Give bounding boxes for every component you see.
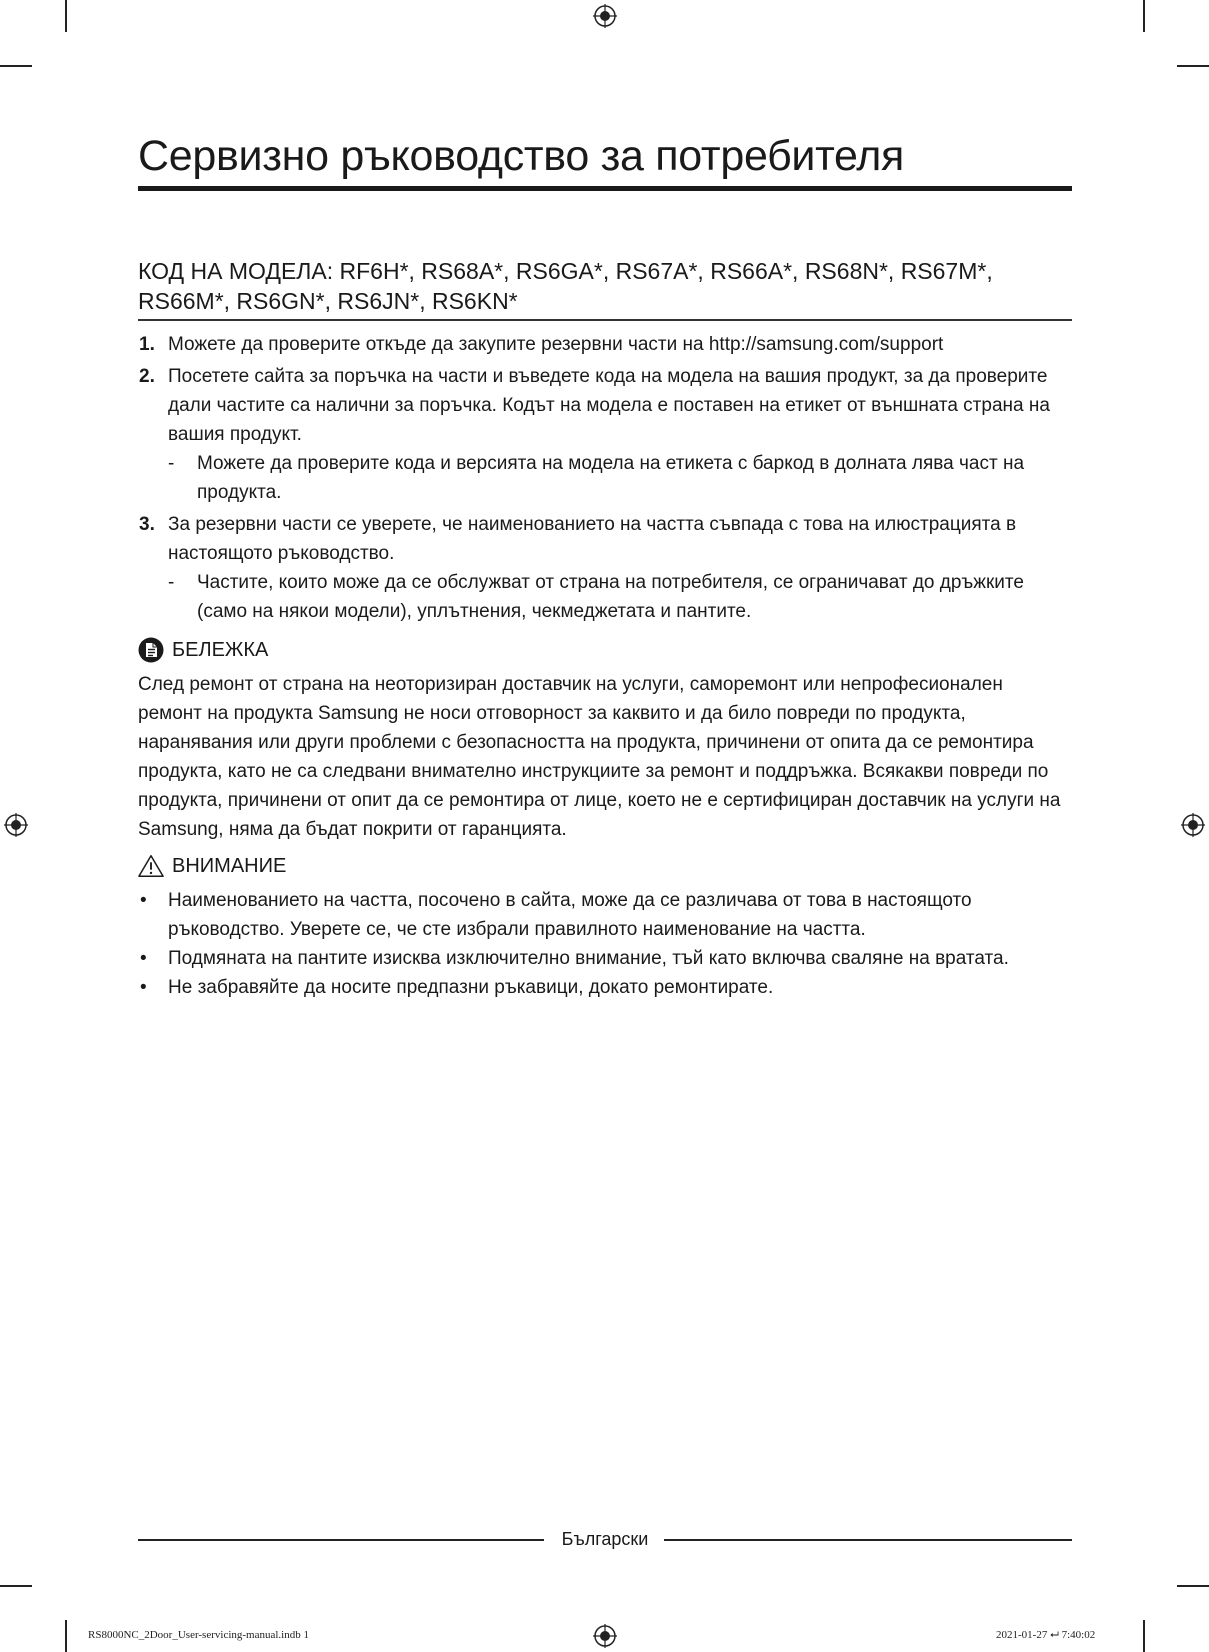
step-number: 1. (139, 334, 155, 355)
page-title: Сервизно ръководство за потребителя (138, 132, 904, 180)
step-subitem (168, 568, 1072, 626)
caution-list (138, 886, 1072, 1002)
title-divider (138, 186, 1072, 191)
caution-item (138, 886, 1072, 944)
step-number: 2. (139, 366, 155, 387)
steps-list (138, 330, 1072, 629)
step-item (138, 330, 1072, 359)
caution-heading-text: ВНИМАНИЕ (172, 855, 287, 877)
footer-language: Български (561, 1529, 649, 1549)
step-item (138, 362, 1072, 507)
crop-mark (1177, 65, 1209, 67)
sub-marker: - (168, 453, 175, 474)
registration-mark-icon (593, 4, 617, 28)
crop-mark (1143, 0, 1145, 32)
crop-mark (1177, 1585, 1209, 1587)
print-date-slug: 2021-01-27 ⮠ 7:40:02 (996, 1629, 1096, 1641)
step-subitem-text: Частите, които може да се обслужват от страна на потребителя, се ограничават до дръжките (само на някои модели), уплътнения, чекмеджетата и пантите. (197, 572, 1024, 622)
crop-mark (65, 1620, 67, 1652)
step-text: За резервни части се уверете, че наименованието на частта съвпада с това на илюстрацията в настоящото ръководство. (168, 514, 1017, 564)
crop-mark (65, 0, 67, 32)
step-item (138, 510, 1072, 626)
note-body: След ремонт от страна на неоторизиран доставчик на услуги, саморемонт или непрофесионален ремонт на продукта Samsung не носи отговорност за каквито и да било повреди по продукта, наранявания или други проблеми с безопасността на продукта, причинени от опита да се ремонтира продукта, като не са следвани внимателно инструкциите за ремонт и поддръжка. Всякакви повреди по продукта, причинени от опит да се ремонтира от лице, което не е сертифициран доставчик на услуги на Samsung, няма да бъдат покрити от гаранцията. (138, 674, 1061, 840)
caution-item-text: Подмяната на пантите изисква изключително внимание, тъй като включва сваляне на вратата. (168, 948, 1009, 969)
sub-marker: - (168, 572, 175, 593)
crop-mark (1143, 1620, 1145, 1652)
crop-mark (0, 1585, 32, 1587)
print-file-slug: RS8000NC_2Door_User-servicing-manual.indb 1 (88, 1629, 309, 1641)
caution-item-text: Наименованието на частта, посочено в сайта, може да се различава от това в настоящото ръководство. Уверете се, че сте избрали правилното наименование на частта. (168, 890, 972, 940)
bullet-marker: • (140, 948, 147, 969)
warning-triangle-icon (138, 853, 164, 879)
step-text: Можете да проверите откъде да закупите резервни части на http://samsung.com/support (168, 334, 944, 355)
registration-mark-icon (593, 1624, 617, 1648)
bullet-marker: • (140, 977, 147, 998)
note-heading-text: БЕЛЕЖКА (172, 639, 269, 661)
caution-heading (138, 852, 286, 880)
step-subitem-text: Можете да проверите кода и версията на модела на етикета с баркод в долната лява част на продукта. (197, 453, 1025, 503)
step-text: Посетете сайта за поръчка на части и въведете кода на модела на вашия продукт, за да проверите дали частите са налични за поръчка. Кодът на модела е поставен на етикет от външната страна на вашия продукт. (168, 366, 1050, 445)
registration-mark-icon (4, 813, 28, 837)
bullet-marker: • (140, 890, 147, 911)
footer-divider (138, 1539, 544, 1541)
model-code-divider (138, 319, 1072, 321)
caution-item-text: Не забравяйте да носите предпазни ръкавици, докато ремонтирате. (168, 977, 774, 998)
crop-mark (0, 65, 32, 67)
caution-item (138, 973, 1072, 1002)
model-code-heading: КОД НА МОДЕЛА: RF6H*, RS68A*, RS6GA*, RS67A*, RS66A*, RS68N*, RS67M*, RS66M*, RS6GN*, RS6JN*, RS6KN* (138, 258, 993, 314)
note-icon (138, 637, 164, 663)
note-heading (138, 636, 268, 664)
registration-mark-icon (1181, 813, 1205, 837)
step-number: 3. (139, 514, 155, 535)
caution-item (138, 944, 1072, 973)
step-subitem (168, 449, 1072, 507)
footer-divider (664, 1539, 1072, 1541)
